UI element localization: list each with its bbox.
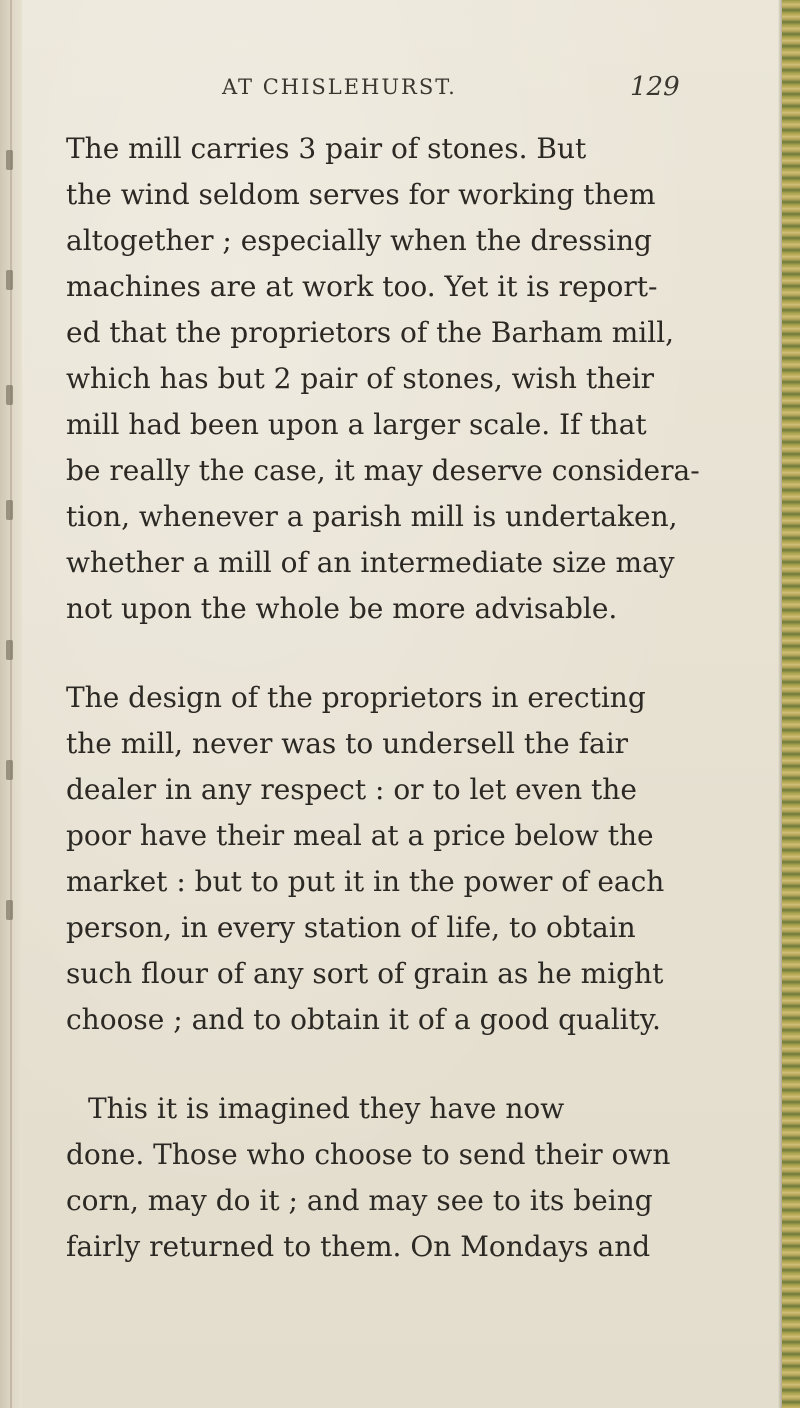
text-line: mill had been upon a larger scale. If that [66,408,647,441]
running-head: AT CHISLEHURST. [222,75,457,99]
paragraph-3 [66,1086,756,1270]
text-line: poor have their meal at a price below the [66,819,654,852]
binding-mark [6,270,13,290]
binding-mark [6,500,13,520]
binding-mark [6,640,13,660]
text-line: ed that the proprietors of the Barham mill, [66,316,675,349]
text-line: whether a mill of an intermediate size may [66,546,675,579]
paragraph-gap [66,1043,756,1086]
text-line: market : but to put it in the power of each [66,865,665,898]
text-line: choose ; and to obtain it of a good quality. [66,1003,661,1036]
text-line: fairly returned to them. On Mondays and [66,1230,651,1263]
text-line: altogether ; especially when the dressing [66,224,652,257]
binding-line [10,0,12,1408]
text-line: person, in every station of life, to obtain [66,911,636,944]
binding-mark [6,760,13,780]
text-line: which has but 2 pair of stones, wish their [66,362,655,395]
text-line: This it is imagined they have now [88,1092,565,1125]
text-line: dealer in any respect : or to let even the [66,773,637,806]
text-line: be really the case, it may deserve considera- [66,454,700,487]
binding-mark [6,150,13,170]
paragraph-gap [66,632,756,675]
text-line: the wind seldom serves for working them [66,178,656,211]
text-line: tion, whenever a parish mill is undertaken, [66,500,678,533]
text-line: corn, may do it ; and may see to its being [66,1184,653,1217]
body-text [66,126,756,1270]
text-line: not upon the whole be more advisable. [66,592,618,625]
paragraph-2 [66,675,756,1043]
binding-mark [6,385,13,405]
text-line: The design of the proprietors in erecting [66,681,646,714]
binding-mark [6,900,13,920]
text-line: such flour of any sort of grain as he might [66,957,664,990]
text-line: machines are at work too. Yet it is report- [66,270,658,303]
page-number: 129 [630,72,680,102]
page-header [0,72,800,115]
text-line: done. Those who choose to send their own [66,1138,671,1171]
paragraph-1 [66,126,756,632]
text-line: The mill carries 3 pair of stones. But [66,132,587,165]
fore-edge [782,0,800,1408]
text-line: the mill, never was to undersell the fair [66,727,629,760]
